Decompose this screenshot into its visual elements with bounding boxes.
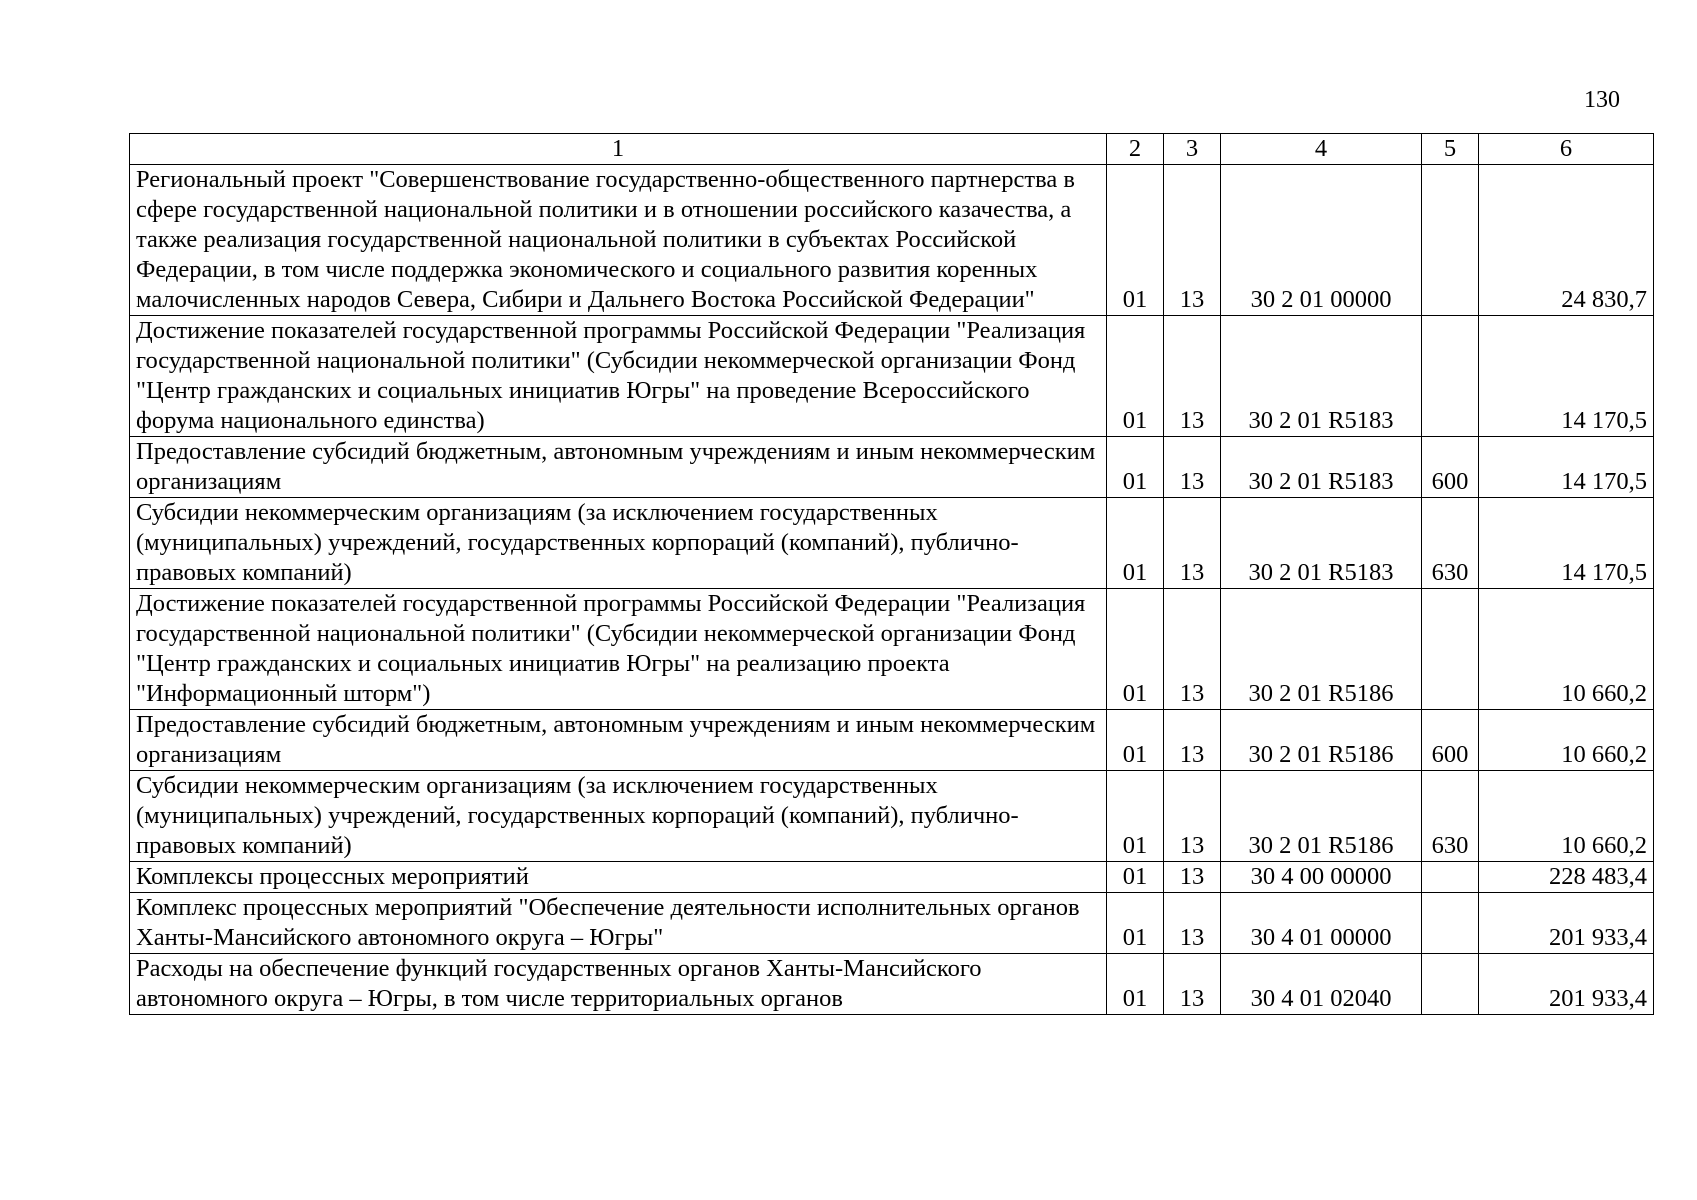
row-sum: 201 933,4 <box>1479 893 1654 954</box>
table-row <box>130 710 1654 771</box>
row-section: 01 <box>1107 893 1164 954</box>
row-expense-type: 600 <box>1422 437 1479 498</box>
col-header-expense-type: 5 <box>1422 134 1479 165</box>
budget-table <box>129 133 1654 1015</box>
col-header-section: 2 <box>1107 134 1164 165</box>
row-sum: 228 483,4 <box>1479 862 1654 893</box>
col-header-sum: 6 <box>1479 134 1654 165</box>
row-section: 01 <box>1107 710 1164 771</box>
row-name: Достижение показателей государственной программы Российской Федерации "Реализация государственной национальной политики" (Субсидии некоммерческой организации Фонд "Центр гражданских и социальных инициатив Югры" на реализацию проекта "Информационный шторм") <box>130 589 1107 710</box>
row-expense-type: 600 <box>1422 710 1479 771</box>
row-name: Субсидии некоммерческим организациям (за исключением государственных (муниципальных) учреждений, государственных корпораций (компаний), публично-правовых компаний) <box>130 771 1107 862</box>
row-target-article: 30 4 01 00000 <box>1221 893 1422 954</box>
col-header-name: 1 <box>130 134 1107 165</box>
row-sum: 24 830,7 <box>1479 165 1654 316</box>
row-target-article: 30 4 00 00000 <box>1221 862 1422 893</box>
row-name: Региональный проект "Совершенствование государственно-общественного партнерства в сфере государственной национальной политики и в отношении российского казачества, а также реализация государственной национальной политики в субъектах Российской Федерации, в том числе поддержка экономического и социального развития коренных малочисленных народов Севера, Сибири и Дальнего Востока Российской Федерации" <box>130 165 1107 316</box>
row-name: Комплексы процессных мероприятий <box>130 862 1107 893</box>
row-subsection: 13 <box>1164 710 1221 771</box>
row-target-article: 30 2 01 R5186 <box>1221 710 1422 771</box>
row-name: Предоставление субсидий бюджетным, автономным учреждениям и иным некоммерческим организациям <box>130 710 1107 771</box>
row-target-article: 30 2 01 R5183 <box>1221 437 1422 498</box>
row-name: Достижение показателей государственной программы Российской Федерации "Реализация государственной национальной политики" (Субсидии некоммерческой организации Фонд "Центр гражданских и социальных инициатив Югры" на проведение Всероссийского форума национального единства) <box>130 316 1107 437</box>
row-expense-type <box>1422 954 1479 1015</box>
table-row <box>130 589 1654 710</box>
row-section: 01 <box>1107 437 1164 498</box>
row-expense-type <box>1422 165 1479 316</box>
page-number: 130 <box>1584 87 1620 113</box>
row-section: 01 <box>1107 589 1164 710</box>
row-sum: 14 170,5 <box>1479 316 1654 437</box>
row-section: 01 <box>1107 862 1164 893</box>
row-target-article: 30 2 01 R5186 <box>1221 771 1422 862</box>
table-row <box>130 954 1654 1015</box>
row-target-article: 30 4 01 02040 <box>1221 954 1422 1015</box>
table-row <box>130 893 1654 954</box>
row-sum: 10 660,2 <box>1479 589 1654 710</box>
col-header-subsection: 3 <box>1164 134 1221 165</box>
row-name: Субсидии некоммерческим организациям (за исключением государственных (муниципальных) учреждений, государственных корпораций (компаний), публично-правовых компаний) <box>130 498 1107 589</box>
row-subsection: 13 <box>1164 437 1221 498</box>
row-name: Комплекс процессных мероприятий "Обеспечение деятельности исполнительных органов Ханты-Мансийского автономного округа – Югры" <box>130 893 1107 954</box>
table-row <box>130 498 1654 589</box>
row-target-article: 30 2 01 00000 <box>1221 165 1422 316</box>
row-subsection: 13 <box>1164 893 1221 954</box>
row-subsection: 13 <box>1164 316 1221 437</box>
row-section: 01 <box>1107 498 1164 589</box>
row-subsection: 13 <box>1164 771 1221 862</box>
table-row <box>130 437 1654 498</box>
row-name: Расходы на обеспечение функций государственных органов Ханты-Мансийского автономного округа – Югры, в том числе территориальных органов <box>130 954 1107 1015</box>
row-expense-type <box>1422 589 1479 710</box>
row-sum: 14 170,5 <box>1479 437 1654 498</box>
table-row <box>130 316 1654 437</box>
row-expense-type <box>1422 893 1479 954</box>
row-sum: 10 660,2 <box>1479 771 1654 862</box>
row-target-article: 30 2 01 R5183 <box>1221 316 1422 437</box>
row-section: 01 <box>1107 771 1164 862</box>
table-row <box>130 862 1654 893</box>
row-subsection: 13 <box>1164 165 1221 316</box>
row-target-article: 30 2 01 R5186 <box>1221 589 1422 710</box>
row-section: 01 <box>1107 954 1164 1015</box>
table-row <box>130 165 1654 316</box>
row-target-article: 30 2 01 R5183 <box>1221 498 1422 589</box>
row-name: Предоставление субсидий бюджетным, автономным учреждениям и иным некоммерческим организациям <box>130 437 1107 498</box>
row-expense-type: 630 <box>1422 498 1479 589</box>
row-expense-type: 630 <box>1422 771 1479 862</box>
row-subsection: 13 <box>1164 589 1221 710</box>
row-expense-type <box>1422 862 1479 893</box>
row-section: 01 <box>1107 316 1164 437</box>
row-sum: 14 170,5 <box>1479 498 1654 589</box>
row-expense-type <box>1422 316 1479 437</box>
row-sum: 10 660,2 <box>1479 710 1654 771</box>
row-sum: 201 933,4 <box>1479 954 1654 1015</box>
row-subsection: 13 <box>1164 862 1221 893</box>
row-subsection: 13 <box>1164 498 1221 589</box>
col-header-target-article: 4 <box>1221 134 1422 165</box>
header-row <box>130 134 1654 165</box>
row-subsection: 13 <box>1164 954 1221 1015</box>
table-row <box>130 771 1654 862</box>
row-section: 01 <box>1107 165 1164 316</box>
